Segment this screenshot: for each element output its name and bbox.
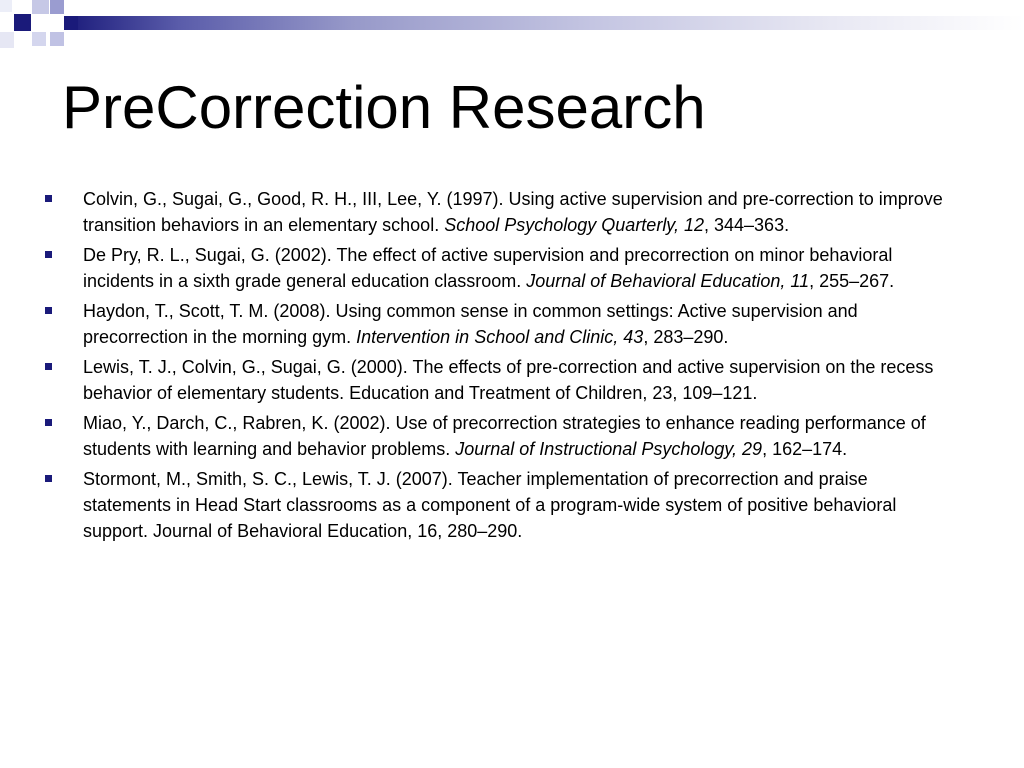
- header-gradient-bar: [64, 16, 1024, 30]
- bullet-icon: [45, 307, 52, 314]
- reference-list: [42, 186, 952, 548]
- reference-journal: School Psychology Quarterly, 12: [444, 215, 704, 235]
- slide-title: PreCorrection Research: [62, 74, 706, 141]
- reference-text: Colvin, G., Sugai, G., Good, R. H., III, Lee, Y. (1997). Using active supervision and pre-correction to improve transition behaviors in an elementary school.: [83, 189, 943, 235]
- decorative-square: [50, 0, 64, 14]
- reference-text: Miao, Y., Darch, C., Rabren, K. (2002). Use of precorrection strategies to enhance reading performance of students with learning and behavior problems.: [83, 413, 926, 459]
- reference-item: [42, 410, 952, 462]
- reference-item: [42, 242, 952, 294]
- reference-item: [42, 466, 952, 544]
- bullet-icon: [45, 475, 52, 482]
- reference-journal: Journal of Instructional Psychology, 29: [455, 439, 763, 459]
- decorative-square: [0, 32, 14, 48]
- reference-text: Haydon, T., Scott, T. M. (2008). Using common sense in common settings: Active supervision and precorrection in the morning gym.: [83, 301, 858, 347]
- reference-text: Lewis, T. J., Colvin, G., Sugai, G. (2000). The effects of pre-correction and active supervision on the recess behavior of elementary students. Education and Treatment of Children, 23, 109–121.: [83, 357, 934, 403]
- reference-text: De Pry, R. L., Sugai, G. (2002). The effect of active supervision and precorrection on minor behavioral incidents in a sixth grade general education classroom.: [83, 245, 893, 291]
- reference-journal: Intervention in School and Clinic, 43: [356, 327, 644, 347]
- bullet-icon: [45, 363, 52, 370]
- reference-pages: , 344–363.: [704, 215, 790, 235]
- reference-journal: Journal of Behavioral Education, 11: [526, 271, 810, 291]
- bullet-icon: [45, 419, 52, 426]
- decorative-square: [14, 14, 31, 31]
- reference-pages: , 255–267.: [809, 271, 895, 291]
- reference-pages: , 283–290.: [643, 327, 729, 347]
- reference-text: Stormont, M., Smith, S. C., Lewis, T. J. (2007). Teacher implementation of precorrection and praise statements in Head Start classrooms as a component of a program-wide system of positive behavioral support. Journal of Behavioral Education, 16, 280–290.: [83, 469, 897, 541]
- reference-item: [42, 354, 952, 406]
- decorative-square: [32, 32, 46, 46]
- bullet-icon: [45, 251, 52, 258]
- reference-item: [42, 186, 952, 238]
- decorative-square: [50, 32, 64, 46]
- decorative-square: [64, 16, 78, 30]
- decorative-square: [32, 0, 49, 14]
- decorative-square: [0, 0, 12, 12]
- reference-pages: , 162–174.: [762, 439, 848, 459]
- reference-item: [42, 298, 952, 350]
- bullet-icon: [45, 195, 52, 202]
